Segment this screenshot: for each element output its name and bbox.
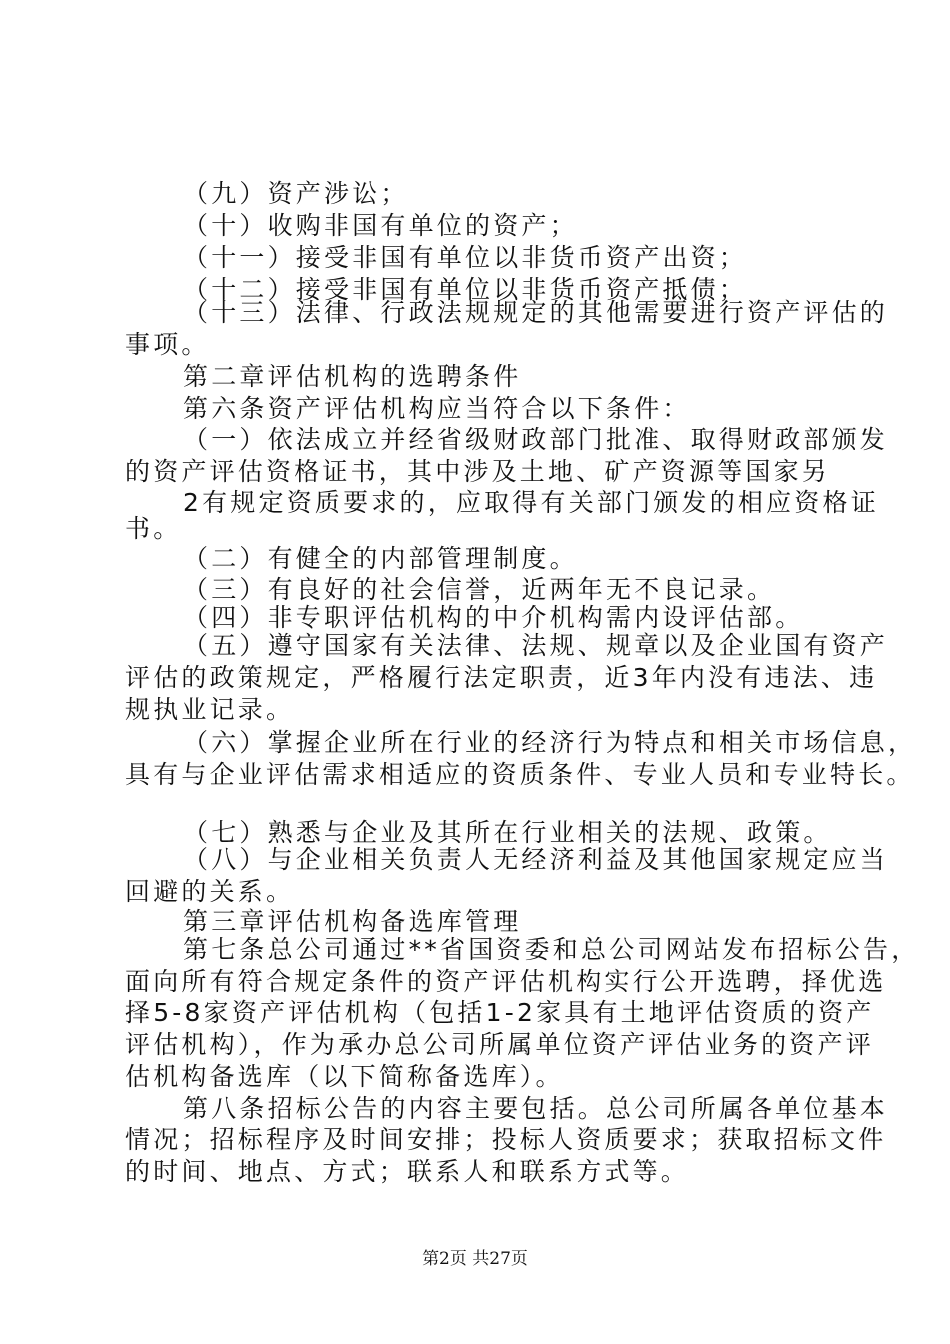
article-heading: 第六条资产评估机构应当符合以下条件： [183,394,691,423]
text-line: 回避的关系。 [125,877,295,906]
text-line: 估机构备选库（以下简称备选库）。 [125,1062,564,1091]
page-number-footer: 第2页 共27页 [422,1249,528,1269]
text-line: （十三）法律、行政法规规定的其他需要进行资产评估的 [183,298,889,327]
text-line: （一）依法成立并经省级财政部门批准、取得财政部颁发 [183,425,889,454]
chapter-heading: 第三章评估机构备选库管理 [183,907,522,936]
text-line: 的时间、地点、方式；联系人和联系方式等。 [125,1157,690,1186]
text-line: （三）有良好的社会信誉，近两年无不良记录。 [183,575,776,604]
text-line: 事项。 [125,330,210,359]
text-line: 第七条总公司通过**省国资委和总公司网站发布招标公告， [183,935,920,964]
chapter-heading: 第二章评估机构的选聘条件 [183,362,522,391]
text-line: （九）资产涉讼； [183,179,409,208]
text-line: （四）非专职评估机构的中介机构需内设评估部。 [183,603,804,632]
text-line: 评估机构），作为承办总公司所属单位资产评估业务的资产评 [125,1030,874,1059]
text-line: （十一）接受非国有单位以非货币资产出资； [183,243,748,272]
text-line: 书。 [125,514,182,543]
text-line: 面向所有符合规定条件的资产评估机构实行公开选聘，择优选 [125,967,887,996]
text-line: 2有规定资质要求的，应取得有关部门颁发的相应资格证 [183,488,879,517]
text-line: （八）与企业相关负责人无经济利益及其他国家规定应当 [183,845,889,874]
text-line: （十）收购非国有单位的资产； [183,211,578,240]
text-line: 情况；招标程序及时间安排；投标人资质要求；获取招标文件 [125,1125,887,1154]
text-line: 规执业记录。 [125,695,295,724]
text-line: （五）遵守国家有关法律、法规、规章以及企业国有资产 [183,631,889,660]
text-line: （七）熟悉与企业及其所在行业相关的法规、政策。 [183,818,832,847]
text-line: （十二）接受非国有单位以非货币资产抵债； [183,275,748,304]
text-line: （二）有健全的内部管理制度。 [183,544,578,573]
text-line: 具有与企业评估需求相适应的资质条件、专业人员和专业特长。 [125,760,915,789]
text-line: 第八条招标公告的内容主要包括。总公司所属各单位基本 [183,1094,889,1123]
text-line: 择5-8家资产评估机构（包括1-2家具有土地评估资质的资产 [125,998,875,1027]
text-line: 评估的政策规定，严格履行法定职责，近3年内没有违法、违 [125,663,878,692]
text-line: （六）掌握企业所在行业的经济行为特点和相关市场信息， [183,728,917,757]
text-line: 的资产评估资格证书，其中涉及土地、矿产资源等国家另 [125,457,831,486]
